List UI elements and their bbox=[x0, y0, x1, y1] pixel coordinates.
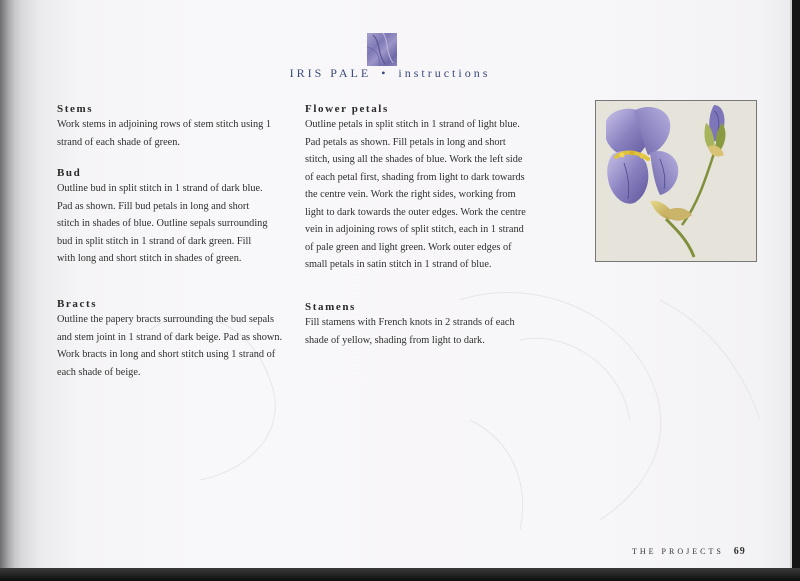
section-title-stamens: Stamens bbox=[305, 301, 356, 313]
heading-title: IRIS PALE bbox=[289, 66, 372, 80]
page-heading bbox=[200, 66, 580, 81]
section-title-bracts: Bracts bbox=[57, 298, 98, 310]
section-body-stems: Work stems in adjoining rows of stem stitch using 1 strand of each shade of green. bbox=[57, 119, 271, 148]
section-title-bud: Bud bbox=[57, 167, 82, 179]
heading-separator: • bbox=[381, 66, 389, 80]
section-title-stems: Stems bbox=[57, 103, 94, 115]
embroidered-iris-image bbox=[595, 100, 757, 262]
iris-swatch-icon bbox=[367, 33, 397, 66]
section-body-bracts: Outline the papery bracts surrounding the bud sepals and stem joint in 1 strand of dark beige. Pad as shown. Work bracts in long and short stitch using 1 strand of each shade of beige. bbox=[57, 314, 283, 378]
page-footer bbox=[632, 541, 746, 559]
page-number: 69 bbox=[733, 546, 746, 557]
heading-subtitle: instructions bbox=[398, 66, 491, 80]
section-body-flower-petals: Outline petals in split stitch in 1 strand of light blue. Pad petals as shown. Fill petals in long and short stitch, using all the shades of blue. Work the left side of each petal first, shading from light to dark towards the centre vein. Work the right sides, working from light to dark towards the outer edges. Work the centre vein in adjoining rows of split stitch, each in 1 strand of pale green and light green. Work outer edges of small petals in satin stitch in 1 strand of blue. bbox=[305, 119, 526, 270]
section-title-flower-petals: Flower petals bbox=[305, 103, 389, 115]
scan-bottom-edge bbox=[0, 568, 800, 581]
footer-section-name: THE PROJECTS bbox=[632, 547, 724, 556]
section-body-bud: Outline bud in split stitch in 1 strand of dark blue. Pad as shown. Fill bud petals in long and short stitch in shades of blue. Outline sepals surrounding bud in split stitch in 1 strand of dark green. Fill with long and short stitch in shades of green. bbox=[57, 183, 268, 264]
section-body-stamens: Fill stamens with French knots in 2 strands of each shade of yellow, shading from light to dark. bbox=[305, 317, 515, 346]
